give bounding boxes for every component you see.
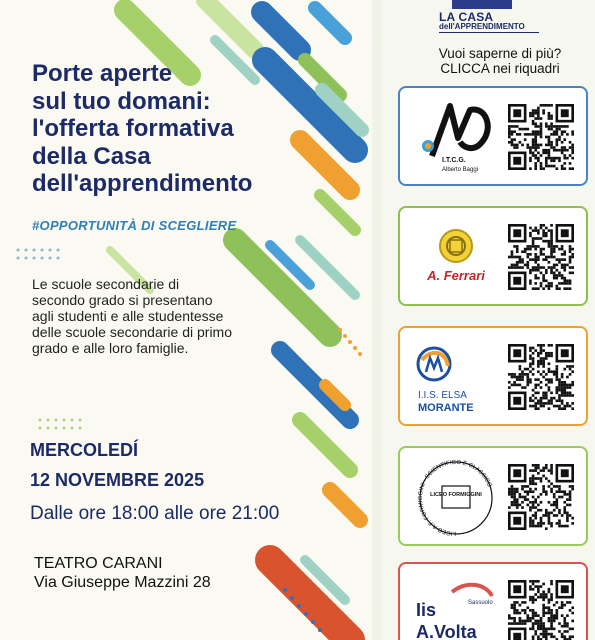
brand-name: LA CASA [439,10,494,24]
itcg-baggi-logo [412,98,500,176]
title-line: Porte aperte [32,60,173,87]
poster-title [32,60,352,198]
cta-text [410,46,590,76]
cta-line: Vuoi saperne di più? [438,46,562,61]
school-links-panel [372,0,595,640]
logo-text-main: I.I.S. ELSA [418,390,467,401]
ferrari-logo [412,218,500,296]
school-card-formiggini[interactable] [398,446,588,546]
elsa-morante-logo [412,338,500,416]
cta-line: CLICCA nei riquadri [440,61,560,76]
qr-code-icon[interactable] [508,580,574,640]
title-line: l'offerta formativa [32,115,234,142]
school-card-elsa-morante[interactable] [398,326,588,426]
title-line: della Casa [32,142,151,170]
formiggini-logo [412,458,500,536]
event-date: 12 NOVEMBRE 2025 [30,470,205,490]
qr-code-icon[interactable] [508,224,574,290]
logo-text-sub: Alberto Baggi [442,167,479,173]
brand-subname: dell'APPRENDIMENTO [439,22,525,31]
school-card-ferrari[interactable] [398,206,588,306]
logo-text-main: Iis [416,600,437,620]
logo-text-sub: A.Volta [416,622,477,640]
title-line: dell'apprendimento [32,170,253,197]
event-time: Dalle ore 18:00 alle ore 21:00 [30,503,280,524]
school-card-itcg-baggi[interactable] [398,86,588,186]
qr-code-icon[interactable] [508,344,574,410]
venue-address: Via Giuseppe Mazzini 28 [34,574,211,591]
hashtag: #OPPORTUNITÀ DI SCEGLIERE [32,218,237,233]
title-line: sul tuo domani: [32,87,211,115]
venue-name: TEATRO CARANI [34,555,163,572]
logo-text-sub: MORANTE [418,402,474,414]
school-card-volta[interactable] [398,562,588,640]
logo-text-sub: LICEO FORMIGGINI [430,492,482,498]
volta-logo [412,574,500,640]
brand-underline [439,32,539,33]
qr-code-icon[interactable] [508,464,574,530]
logo-text-extra: Sassuolo [468,600,493,606]
logo-text-main: A. Ferrari [427,268,485,283]
event-venue [34,554,211,592]
event-weekday: MERCOLEDÍ [30,440,138,460]
brand-logo-mark [452,0,512,9]
qr-code-icon[interactable] [508,104,574,170]
logo-text-ring: LICEO A.F. FORMIGGINI - SCIENTIFICO E CLASSICO [418,459,493,536]
logo-text-main: I.T.C.G. [442,157,466,164]
intro-text: Le scuole secondarie di secondo grado si presentano agli studenti e alle studentesse delle scuole secondarie di primo grado e alle loro famiglie. [32,276,232,356]
